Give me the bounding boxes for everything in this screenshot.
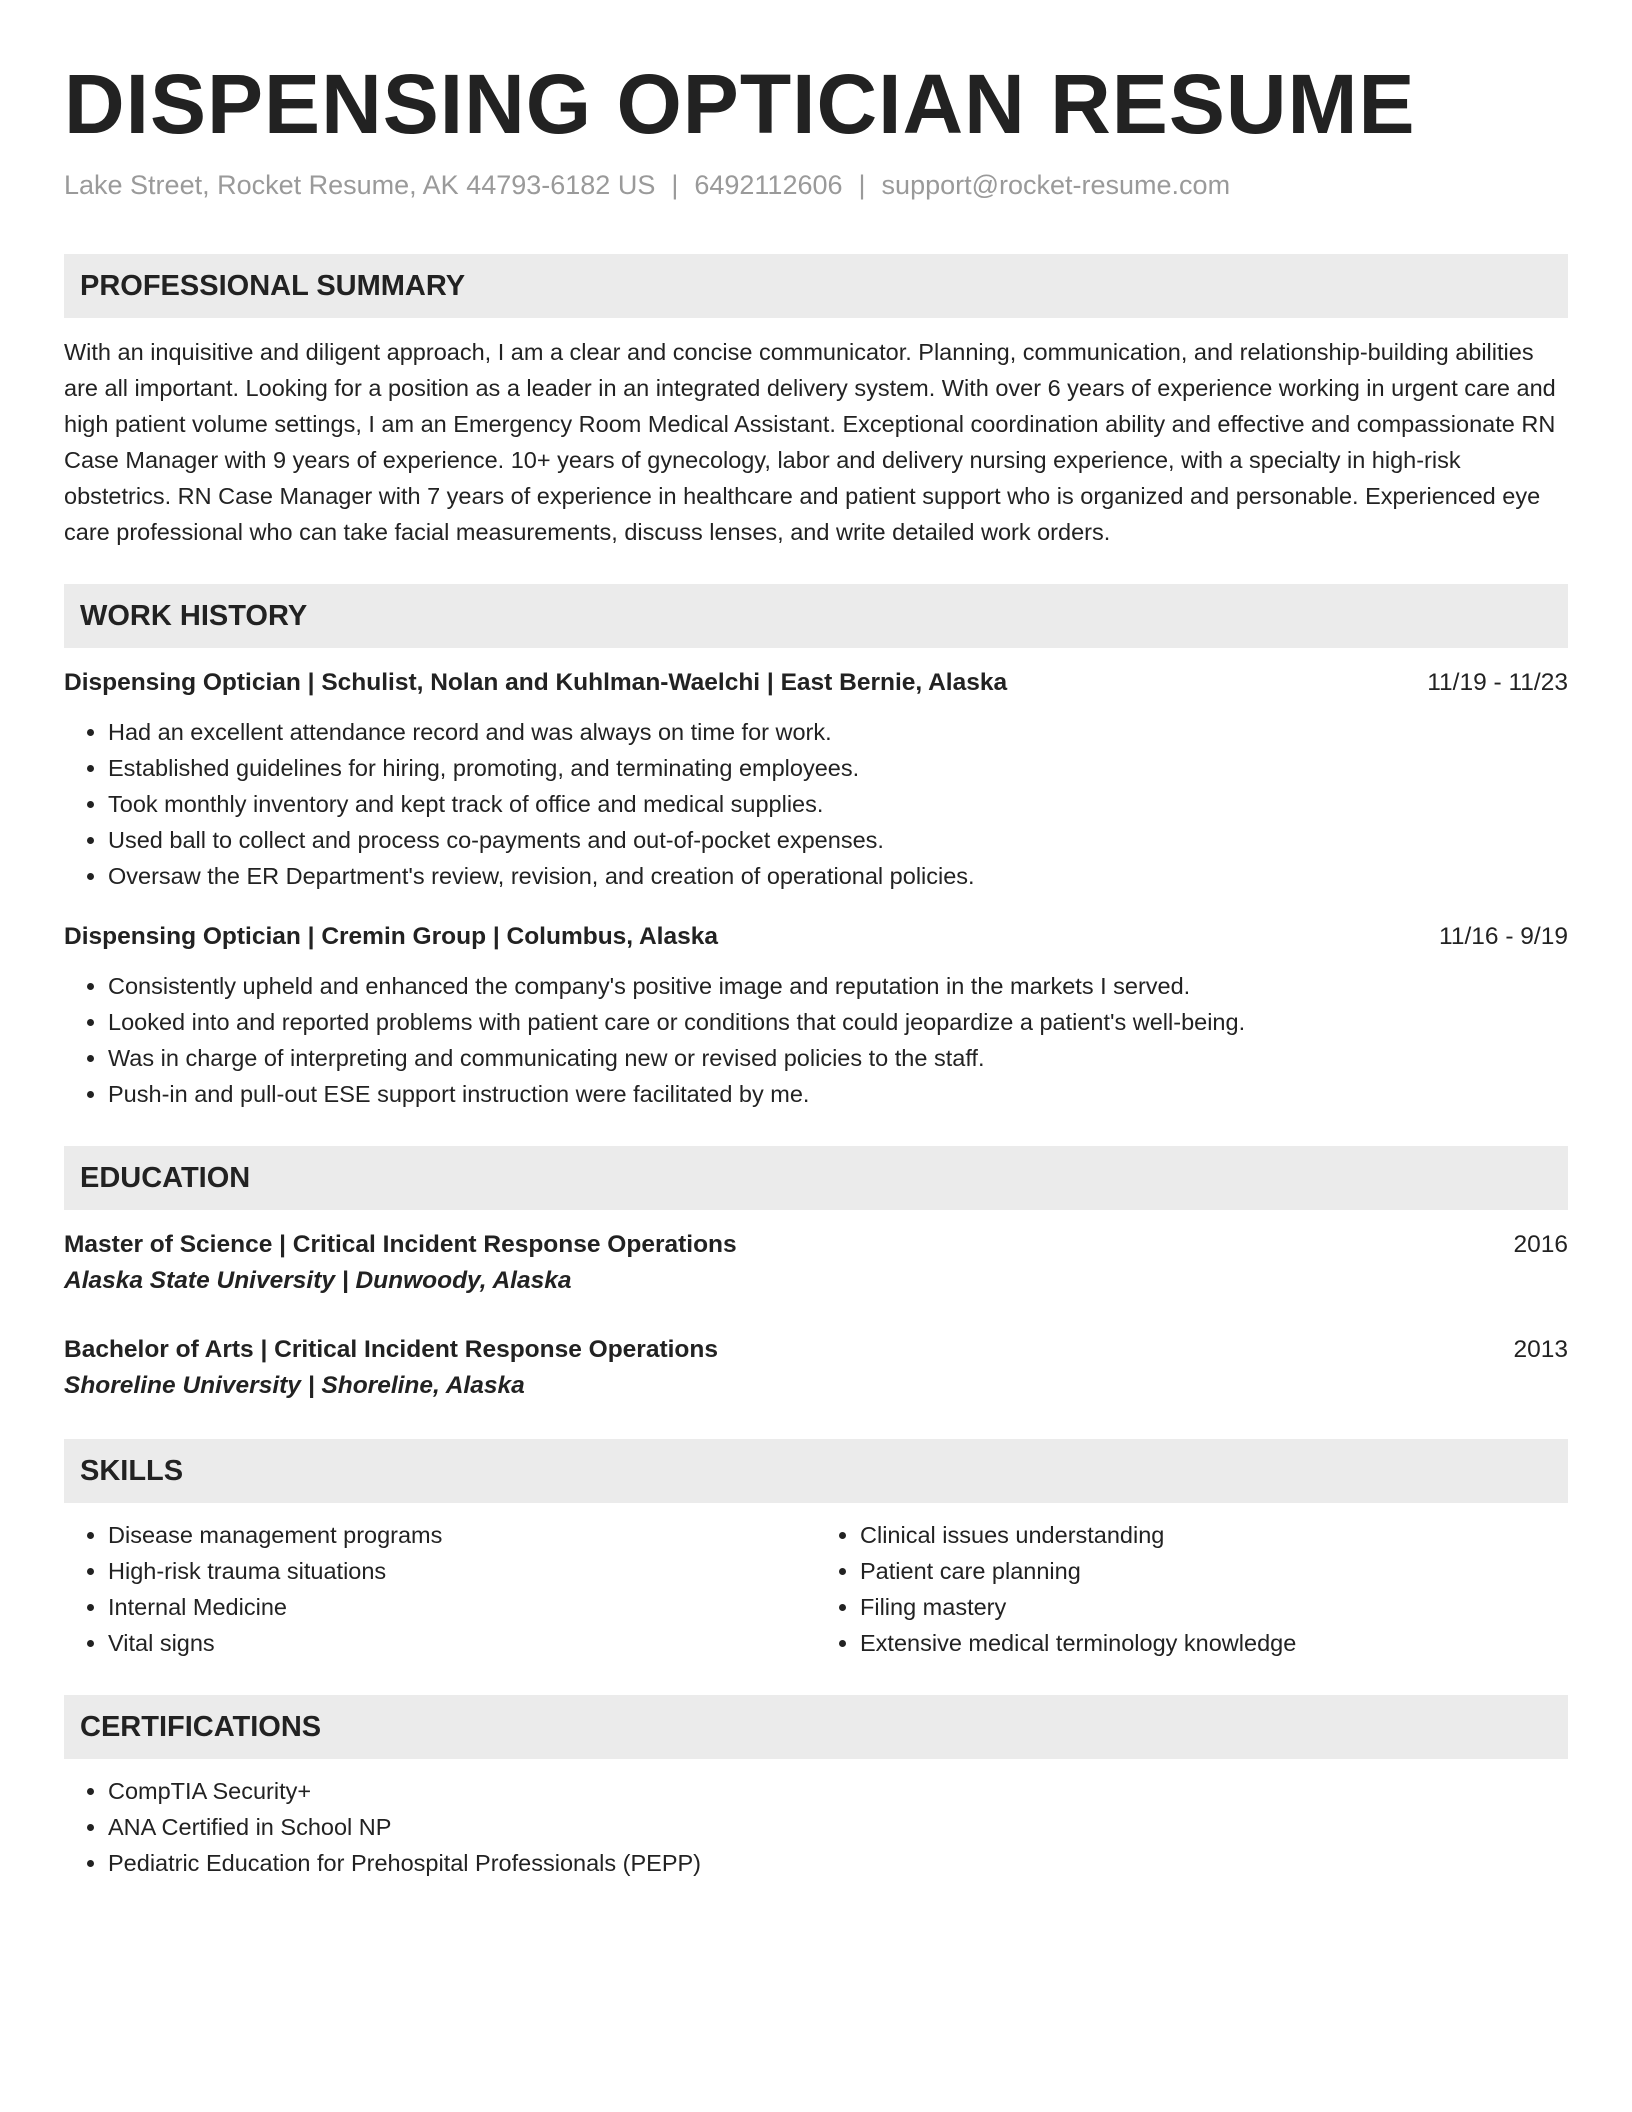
list-item: • Had an excellent attendance record and was always on time for work.: [108, 714, 1568, 750]
section-heading-skills: SKILLS: [64, 1439, 1568, 1503]
education-header: [64, 1333, 1568, 1367]
list-item: • Established guidelines for hiring, promoting, and terminating employees.: [108, 750, 1568, 786]
section-heading-certifications: CERTIFICATIONS: [64, 1695, 1568, 1759]
skills-column-left: [64, 1517, 816, 1661]
education-entry: [64, 1228, 1568, 1300]
degree-title: Master of Science | Critical Incident Response Operations: [64, 1231, 737, 1258]
list-item: • Clinical issues understanding: [860, 1517, 1568, 1553]
list-item: • Patient care planning: [860, 1553, 1568, 1589]
contact-phone: 6492112606: [694, 170, 843, 200]
job-bullets: [64, 714, 1568, 894]
section-heading-summary: PROFESSIONAL SUMMARY: [64, 254, 1568, 318]
list-item: • Used ball to collect and process co-payments and out-of-pocket expenses.: [108, 822, 1568, 858]
summary-text: With an inquisitive and diligent approach, I am a clear and concise communicator. Planning, communication, and relationship-building abilities are all important. Looking for a position as a leader in an integrated delivery system. With over 6 years of experience working in urgent care and high patient volume settings, I am an Emergency Room Medical Assistant. Exceptional coordination ability and effective and compassionate RN Case Manager with 9 years of experience. 10+ years of gynecology, labor and delivery nursing experience, with a specialty in high-risk obstetrics. RN Case Manager with 7 years of experience in healthcare and patient support who is organized and personable. Experienced eye care professional who can take facial measurements, discuss lenses, and write detailed work orders.: [64, 339, 1556, 545]
resume-title: DISPENSING OPTICIAN RESUME: [64, 57, 1416, 151]
education-year: 2016: [1513, 1231, 1568, 1258]
skills-list: [64, 1517, 1568, 1661]
school-name: Shoreline University | Shoreline, Alaska: [64, 1372, 525, 1399]
list-item: • ANA Certified in School NP: [108, 1809, 1568, 1845]
job-header: [64, 666, 1568, 700]
job-title: Dispensing Optician | Schulist, Nolan and Kuhlman-Waelchi | East Bernie, Alaska: [64, 669, 1008, 696]
job-header: [64, 920, 1568, 954]
education-entry: [64, 1333, 1568, 1405]
list-item: • Disease management programs: [108, 1517, 816, 1553]
contact-separator: |: [858, 170, 866, 200]
list-item: • Oversaw the ER Department's review, revision, and creation of operational policies.: [108, 858, 1568, 894]
job-dates: 11/19 - 11/23: [1427, 669, 1568, 696]
job-entry: [64, 666, 1568, 894]
contact-separator: |: [671, 170, 679, 200]
list-item: • Pediatric Education for Prehospital Professionals (PEPP): [108, 1845, 1568, 1881]
list-item: • Filing mastery: [860, 1589, 1568, 1625]
section-heading-education: EDUCATION: [64, 1146, 1568, 1210]
school-name: Alaska State University | Dunwoody, Alaska: [64, 1267, 572, 1294]
certifications-list: [64, 1773, 1568, 1881]
job-entry: [64, 920, 1568, 1112]
section-heading-work: WORK HISTORY: [64, 584, 1568, 648]
education-header: [64, 1228, 1568, 1262]
job-title: Dispensing Optician | Cremin Group | Columbus, Alaska: [64, 923, 718, 950]
list-item: • Vital signs: [108, 1625, 816, 1661]
list-item: • Took monthly inventory and kept track of office and medical supplies.: [108, 786, 1568, 822]
list-item: • Internal Medicine: [108, 1589, 816, 1625]
education-year: 2013: [1513, 1336, 1568, 1363]
contact-line: [64, 168, 1568, 202]
list-item: • Push-in and pull-out ESE support instruction were facilitated by me.: [108, 1076, 1568, 1112]
list-item: • Looked into and reported problems with patient care or conditions that could jeopardize a patient's well-being.: [108, 1004, 1568, 1040]
degree-title: Bachelor of Arts | Critical Incident Response Operations: [64, 1336, 718, 1363]
contact-address: Lake Street, Rocket Resume, AK 44793-6182 US: [64, 170, 656, 200]
list-item: • CompTIA Security+: [108, 1773, 1568, 1809]
contact-email: support@rocket-resume.com: [881, 170, 1231, 200]
list-item: • Extensive medical terminology knowledge: [860, 1625, 1568, 1661]
job-dates: 11/16 - 9/19: [1439, 923, 1568, 950]
skills-column-right: [816, 1517, 1568, 1661]
list-item: • Consistently upheld and enhanced the company's positive image and reputation in the markets I served.: [108, 968, 1568, 1004]
list-item: • Was in charge of interpreting and communicating new or revised policies to the staff.: [108, 1040, 1568, 1076]
list-item: • High-risk trauma situations: [108, 1553, 816, 1589]
job-bullets: [64, 968, 1568, 1112]
